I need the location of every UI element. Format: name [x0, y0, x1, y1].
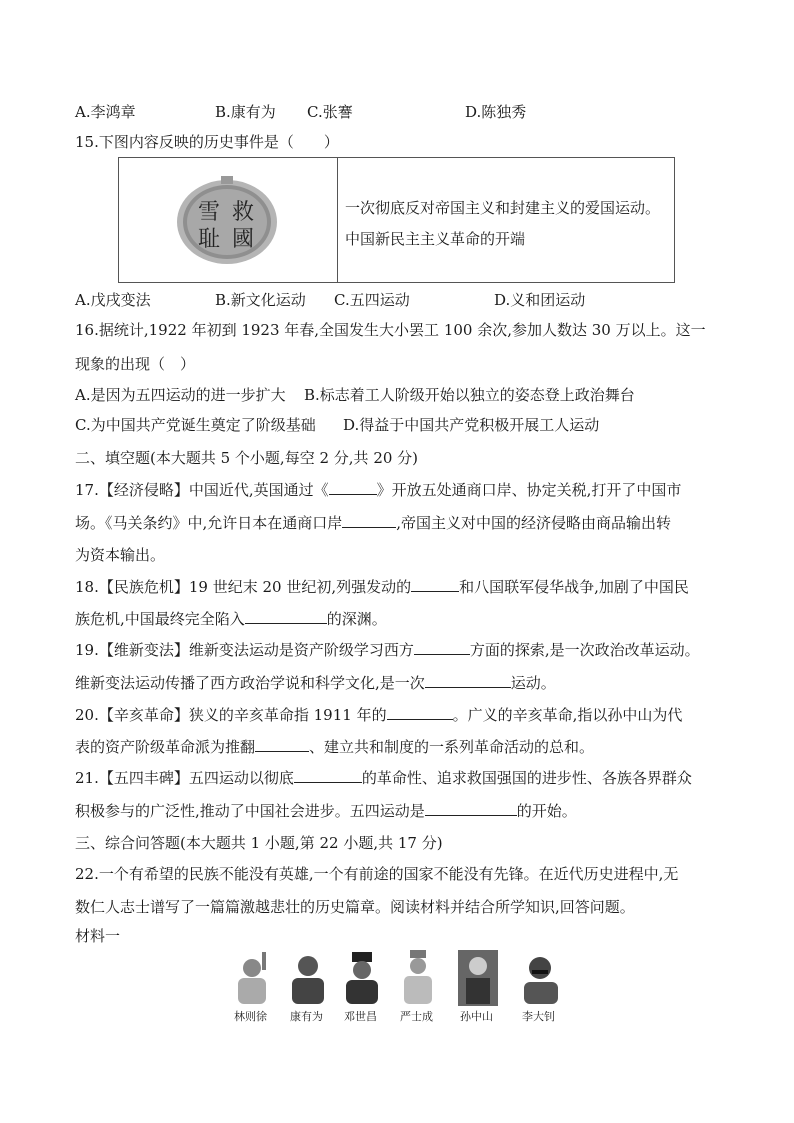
q17-blank-2[interactable] [342, 513, 396, 528]
q18-line-2 [75, 609, 387, 629]
q14-option-c: C.张謇 [307, 103, 353, 121]
q17-line-1 [75, 480, 681, 500]
portrait-strip [228, 950, 568, 1030]
caption-6: 李大钊 [522, 1010, 555, 1023]
q17-text-2a: 场。《马关条约》中,允许日本在通商口岸 [75, 514, 343, 532]
portrait-lin-zexu [238, 952, 266, 1004]
q20-line-2 [75, 737, 594, 757]
q18-line-1 [75, 577, 689, 597]
coin-char-1: 雪 [197, 200, 221, 225]
q15-option-c: C.五四运动 [334, 291, 410, 309]
q19-text-1a: 19.【维新变法】维新变法运动是资产阶级学习西方 [75, 641, 414, 659]
q15-option-d: D.义和团运动 [494, 291, 586, 309]
q16-stem-line-2: 现象的出现（ ） [75, 355, 196, 373]
q20-text-1a: 20.【辛亥革命】狭义的辛亥革命指 1911 年的 [75, 706, 387, 724]
q21-text-1a: 21.【五四丰碑】五四运动以彻底 [75, 769, 294, 787]
q21-line-2 [75, 801, 577, 821]
caption-2: 康有为 [290, 1010, 323, 1023]
q15-option-a: A.戊戌变法 [75, 291, 151, 309]
caption-4: 严士成 [400, 1010, 433, 1023]
coin-char-3: 耻 [197, 227, 221, 252]
q21-line-1 [75, 768, 692, 788]
caption-3: 邓世昌 [344, 1010, 377, 1023]
portrait-deng-shichang [346, 952, 378, 1004]
q14-option-a: A.李鸿章 [75, 103, 136, 121]
q16-option-b: B.标志着工人阶级开始以独立的姿态登上政治舞台 [304, 386, 635, 404]
q14-option-d: D.陈独秀 [465, 103, 527, 121]
q17-line-3: 为资本输出。 [75, 546, 166, 564]
q18-text-2a: 族危机,中国最终完全陷入 [75, 610, 245, 628]
q16-option-d: D.得益于中国共产党积极开展工人运动 [343, 416, 600, 434]
section-3-heading: 三、综合问答题(本大题共 1 小题,第 22 小题,共 17 分) [75, 834, 443, 852]
q16-option-a: A.是因为五四运动的进一步扩大 [75, 386, 286, 404]
q15-stem: 15.下图内容反映的历史事件是（ ） [75, 133, 339, 151]
q17-text-1a: 17.【经济侵略】中国近代,英国通过《 [75, 481, 329, 499]
table-divider [337, 158, 338, 282]
q21-blank-2[interactable] [425, 801, 517, 816]
portrait-4 [404, 950, 432, 1004]
q15-description-line-1: 一次彻底反对帝国主义和封建主义的爱国运动。 [345, 199, 661, 217]
q18-blank-2[interactable] [245, 609, 327, 624]
q21-text-2b: 的开始。 [516, 802, 577, 820]
q21-blank-1[interactable] [294, 768, 362, 783]
portrait-sun-zhongshan [458, 950, 498, 1006]
q18-text-1a: 18.【民族危机】19 世纪末 20 世纪初,列强发动的 [75, 578, 412, 596]
q17-line-2 [75, 513, 671, 533]
q14-option-b: B.康有为 [215, 103, 276, 121]
commemorative-coin-image [175, 176, 279, 266]
q19-line-2 [75, 673, 556, 693]
q18-blank-1[interactable] [411, 577, 459, 592]
q18-text-2b: 的深渊。 [326, 610, 387, 628]
q16-option-c: C.为中国共产党诞生奠定了阶级基础 [75, 416, 316, 434]
q17-blank-1[interactable] [329, 480, 377, 495]
section-2-heading: 二、填空题(本大题共 5 个小题,每空 2 分,共 20 分) [75, 449, 419, 467]
q19-line-1 [75, 640, 700, 660]
coin-char-2: 救 [231, 200, 255, 225]
q15-description-line-2: 中国新民主主义革命的开端 [345, 230, 526, 248]
q22-line-1: 22.一个有希望的民族不能没有英雄,一个有前途的国家不能没有先锋。在近代历史进程中,无 [75, 865, 679, 883]
q19-text-1b: 方面的探索,是一次政治改革运动。 [469, 641, 700, 659]
q20-line-1 [75, 705, 682, 725]
q21-text-2a: 积极参与的广泛性,推动了中国社会进步。五四运动是 [75, 802, 425, 820]
caption-5: 孙中山 [460, 1010, 493, 1023]
q20-blank-2[interactable] [255, 737, 309, 752]
portrait-kang-youwei [292, 956, 324, 1004]
q15-option-b: B.新文化运动 [215, 291, 306, 309]
q19-text-2a: 维新变法运动传播了西方政治学说和科学文化,是一次 [75, 674, 425, 692]
q20-blank-1[interactable] [387, 705, 453, 720]
q19-blank-1[interactable] [414, 640, 470, 655]
q20-text-2b: 、建立共和制度的一系列革命活动的总和。 [309, 738, 595, 756]
q17-text-1b: 》开放五处通商口岸、协定关税,打开了中国市 [376, 481, 682, 499]
q20-text-2a: 表的资产阶级革命派为推翻 [75, 738, 256, 756]
caption-1: 林则徐 [234, 1010, 267, 1023]
q16-stem-line-1: 16.据统计,1922 年初到 1923 年春,全国发生大小罢工 100 余次,参加人数达 30 万以上。这一 [75, 321, 706, 339]
portrait-li-dazhao [524, 957, 558, 1004]
q22-line-2: 数仁人志士谱写了一篇篇激越悲壮的历史篇章。阅读材料并结合所学知识,回答问题。 [75, 898, 635, 916]
q19-text-2b: 运动。 [510, 674, 556, 692]
coin-char-4: 國 [231, 227, 255, 252]
material-1-label: 材料一 [75, 927, 121, 945]
q18-text-1b: 和八国联军侵华战争,加剧了中国民 [459, 578, 689, 596]
q21-text-1b: 的革命性、追求救国强国的进步性、各族各界群众 [361, 769, 692, 787]
q15-figure-table [118, 157, 675, 283]
q19-blank-2[interactable] [425, 673, 511, 688]
q17-text-2b: ,帝国主义对中国的经济侵略由商品输出转 [396, 514, 672, 532]
q20-text-1b: 。广义的辛亥革命,指以孙中山为代 [452, 706, 683, 724]
